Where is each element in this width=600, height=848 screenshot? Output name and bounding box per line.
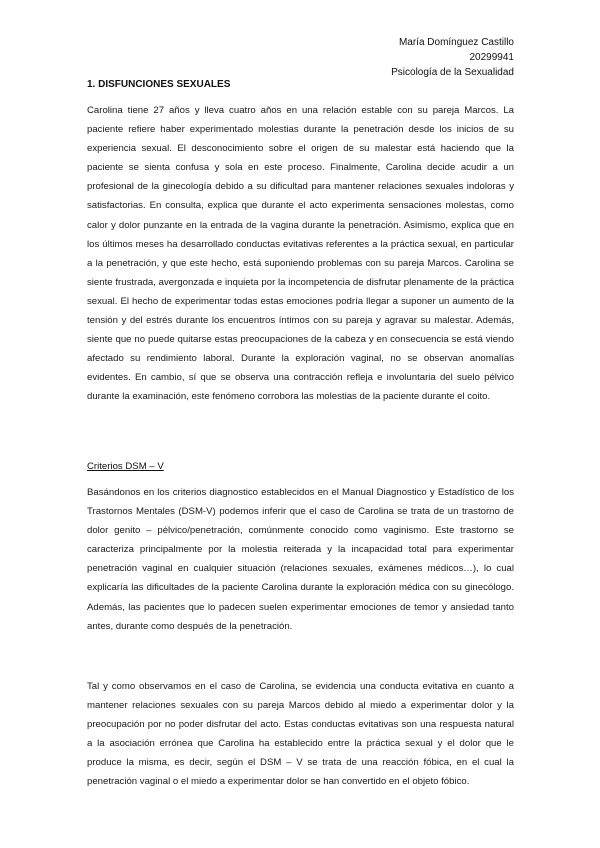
student-id: 20299941 [469, 52, 514, 63]
dsm-diagnosis-paragraph: Basándonos en los criterios diagnostico establecidos en el Manual Diagnostico y Estadístico de los Trastornos Mentales (DSM-V) podemos inferir que el caso de Carolina se trata de un trastorno de dolor genito – pélvico/penetración, comúnmente conocido como vaginismo. Este trastorno se caracteriza principalmente por la molestia reiterada y la incapacidad total para experimentar penetración vaginal en cualquier situación (relaciones sexuales, exámenes médicos…), lo cual explicaría las dificultades de la paciente Carolina durante la exploración médica con su ginecólogo. Además, las pacientes que lo padecen suelen experimentar emociones de temor y ansiedad tanto antes, durante como después de la penetración. [87, 487, 514, 632]
section-title: 1. DISFUNCIONES SEXUALES [87, 79, 231, 90]
course-name: Psicología de la Sexualidad [391, 67, 514, 78]
author-name: María Domínguez Castillo [398, 37, 514, 48]
page-header [314, 35, 514, 80]
dsm-criteria-subheading: Criterios DSM – V [87, 461, 164, 472]
avoidant-behavior-paragraph: Tal y como observamos en el caso de Carolina, se evidencia una conducta evitativa en cuanto a mantener relaciones sexuales con su pareja Marcos debido al miedo a experimentar dolor y la preocupación por no poder disfrutar del acto. Estas conductas evitativas son una respuesta natural a la asociación errónea que Carolina ha establecido entre la práctica sexual y el dolor que le produce la misma, es decir, según el DSM – V se trata de una reacción fóbica, en el cual la penetración vaginal o el miedo a experimentar dolor se han convertido en el objeto fóbico. [87, 681, 514, 788]
case-description-paragraph: Carolina tiene 27 años y lleva cuatro años en una relación estable con su pareja Marcos. La paciente refiere haber experimentado molestias durante la penetración desde los inicios de su experiencia sexual. El desconocimiento sobre el origen de su malestar está haciendo que la paciente se sienta confusa y sola en este proceso. Finalmente, Carolina decide acudir a un profesional de la ginecología debido a su dificultad para mantener relaciones sexuales indoloras y satisfactorias. En consulta, explica que durante el acto experimenta sensaciones molestas, como calor y dolor punzante en la entrada de la vagina durante la penetración. Asimismo, explica que en los últimos meses ha desarrollado conductas evitativas referentes a la práctica sexual, en particular a la penetración, y que este hecho, está suponiendo problemas con su pareja Marcos. Carolina se siente frustrada, avergonzada e inquieta por la incompetencia de disfrutar plenamente de la práctica sexual. El hecho de experimentar todas estas emociones podría llegar a suponer un aumento de la tensión y del estrés durante los encuentros íntimos con su pareja y agravar su malestar. Además, siente que no puede quitarse estas preocupaciones de la cabeza y en consecuencia se está viendo afectado su rendimiento laboral. Durante la exploración vaginal, no se observan anomalías evidentes. En cambio, sí que se observa una contracción refleja e involuntaria del suelo pélvico durante la examinación, este fenómeno corrobora las molestias de la paciente durante el coito. [87, 105, 514, 403]
